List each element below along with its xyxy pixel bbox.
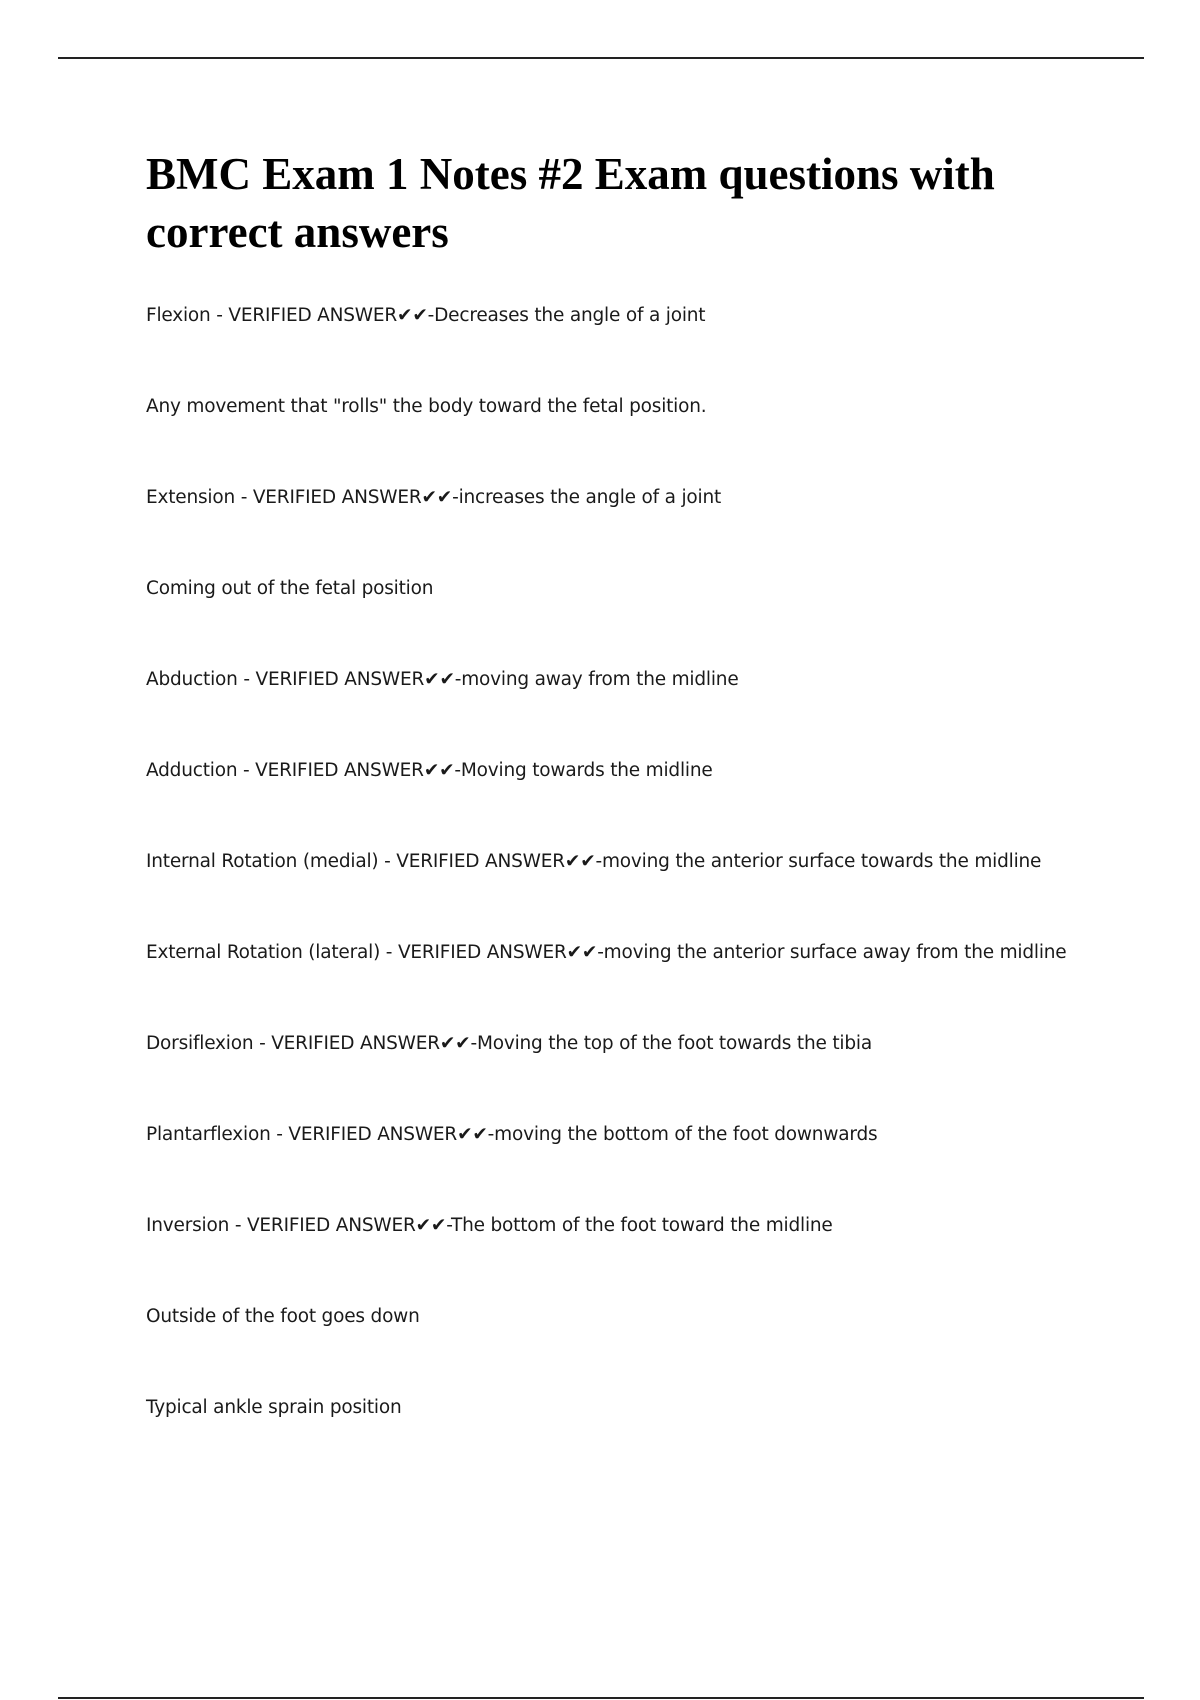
qa-line: Internal Rotation (medial) - VERIFIED ANSWER✔✔-moving the anterior surface towards the midline — [146, 851, 1042, 872]
document-title: BMC Exam 1 Notes #2 Exam questions with correct answers — [146, 149, 995, 257]
qa-line: Outside of the foot goes down — [146, 1306, 420, 1327]
qa-line: Inversion - VERIFIED ANSWER✔✔-The bottom of the foot toward the midline — [146, 1215, 833, 1236]
bottom-rule — [58, 1697, 1144, 1699]
qa-line: Plantarflexion - VERIFIED ANSWER✔✔-moving the bottom of the foot downwards — [146, 1124, 878, 1145]
qa-line: Coming out of the fetal position — [146, 578, 434, 599]
qa-line: Flexion - VERIFIED ANSWER✔✔-Decreases the angle of a joint — [146, 305, 706, 326]
document-header — [146, 145, 1106, 261]
qa-line: Any movement that "rolls" the body toward the fetal position. — [146, 396, 707, 417]
qa-line: Dorsiflexion - VERIFIED ANSWER✔✔-Moving the top of the foot towards the tibia — [146, 1033, 872, 1054]
qa-list — [146, 298, 1146, 1481]
qa-line: External Rotation (lateral) - VERIFIED ANSWER✔✔-moving the anterior surface away from the midline — [146, 942, 1067, 963]
qa-line: Typical ankle sprain position — [146, 1397, 402, 1418]
qa-line: Adduction - VERIFIED ANSWER✔✔-Moving towards the midline — [146, 760, 713, 781]
qa-line: Extension - VERIFIED ANSWER✔✔-increases the angle of a joint — [146, 487, 722, 508]
top-rule — [58, 57, 1144, 59]
qa-line: Abduction - VERIFIED ANSWER✔✔-moving away from the midline — [146, 669, 739, 690]
